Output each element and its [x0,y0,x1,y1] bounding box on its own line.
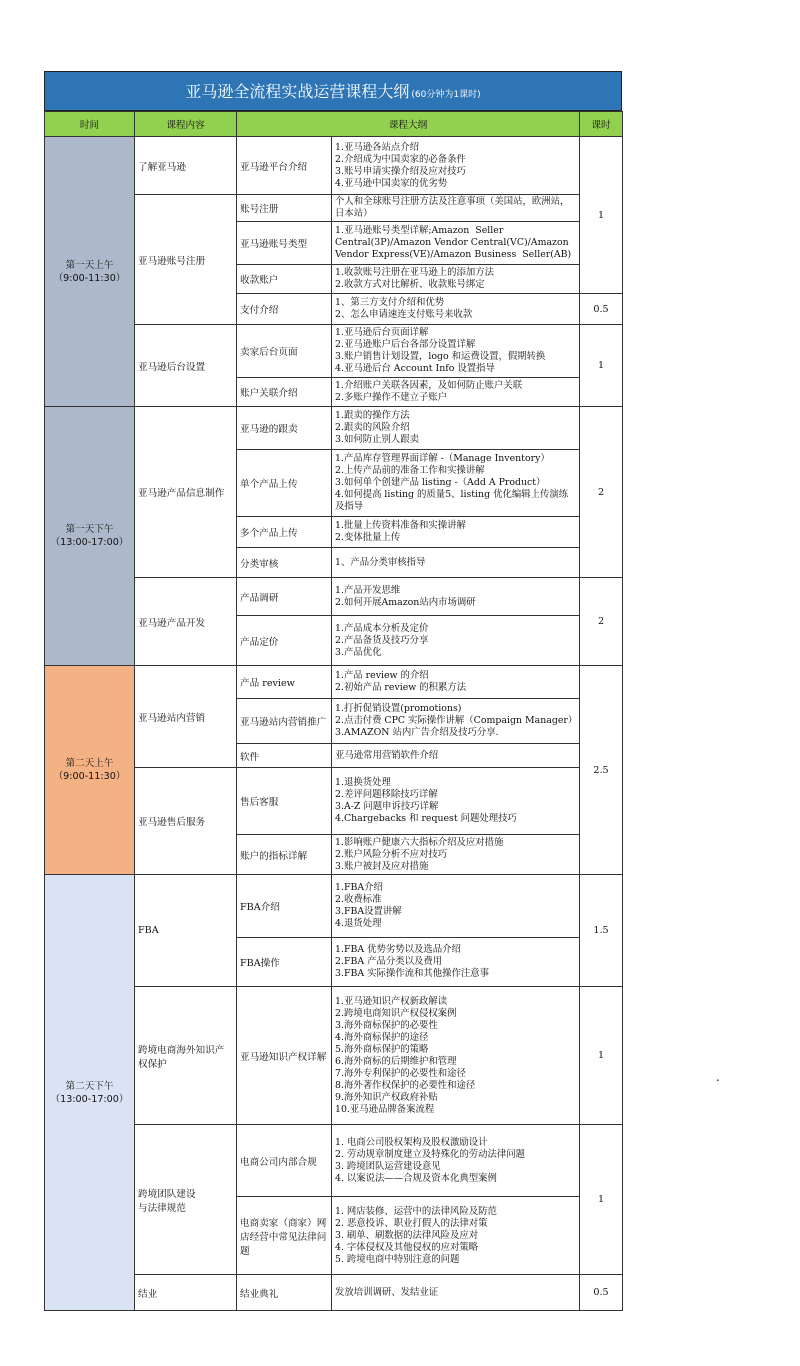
outline-cell [332,265,580,294]
outline-line: 1.产品 review 的介绍 [335,670,429,681]
topic-cell: 账户的指标详解 [237,835,332,875]
topic-cell: 多个产品上传 [237,517,332,548]
outline-line: 1.介绍账户关联各因素，及如何防止账户关联 [335,380,523,391]
outline-line: 2.上传产品前的准备工作和实操讲解 [335,465,485,476]
outline-line: 3.海外商标保护的必要性 [335,1019,438,1031]
outline-line: 2.收费标准 [335,894,382,905]
outline-cell [332,616,580,666]
outline-line: 4.如何提高 listing 的质量5、listing 优化编辑上传演练及指导 [335,489,569,512]
outline-line: 1.产品开发思维 [335,584,401,596]
outline-line: 5.海外商标保护的策略 [335,1043,429,1055]
course-cell: 跨境电商海外知识产权保护 [135,987,237,1125]
outline-line: 1.产品成本分析及定价 [335,622,429,634]
course-cell: FBA [135,875,237,987]
header-time: 时间 [45,112,135,137]
outline-line: 1.产品库存管理界面详解 -（Manage Inventory） [335,453,550,464]
outline-cell [332,450,580,517]
outline-cell [332,987,580,1125]
topic-cell: 卖家后台页面 [237,325,332,378]
outline-line: 10.亚马逊品牌备案流程 [335,1103,435,1115]
outline-line: 3. 刷单、刷数据的法律风险及应对 [335,1229,479,1241]
outline-line: 2.如何开展Amazon站内市场调研 [335,596,476,608]
outline-line: 2.点击付费 CPC 实际操作讲解（Compaign Manager） [335,715,578,726]
outline-line: 1.亚马逊后台页面详解 [335,327,429,338]
outline-line: 4.亚马逊后台 Account Info 设置指导 [335,363,495,374]
outline-line: 2.账户风险分析不应对技巧 [335,848,448,860]
outline-line: 4. 字体侵权及其他侵权的应对策略 [335,1241,479,1253]
outline-line: 4.海外商标保护的途径 [335,1031,429,1043]
course-cell [135,1125,237,1275]
outline-line: 1、第三方支付介绍和优势 [335,297,445,308]
topic-cell: 产品 review [237,666,332,699]
topic-cell: 收款账户 [237,265,332,294]
course-cell: 亚马逊后台设置 [135,325,237,407]
hours-cell: 1 [580,1125,623,1275]
outline-line: 发放培训调研、发结业证 [335,1286,439,1298]
topic-cell: 电商公司内部合规 [237,1125,332,1197]
period-cell [45,875,135,1311]
outline-cell [332,325,580,378]
outline-cell [332,222,580,265]
period-label: 第二天上午 （9:00-11:30） [53,758,126,782]
topic-cell: 亚马逊知识产权详解 [237,987,332,1125]
outline-cell [332,195,580,222]
outline-line: 1.影响账户健康六大指标介绍及应对措施 [335,836,504,848]
outline-cell [332,517,580,548]
outline-line: 2.变体批量上传 [335,532,401,543]
stray-dot: . [716,1070,720,1084]
outline-line: 3.账户被封及应对措施 [335,860,429,872]
topic-cell: 账户关联介绍 [237,378,332,407]
outline-line: 2. 恶意投诉、职业打假人的法律对策 [335,1217,488,1229]
outline-line: 2.介绍成为中国卖家的必备条件 [335,153,466,165]
table-row [45,137,623,195]
header-row [45,112,623,137]
outline-cell [332,407,580,450]
hours-cell: 2 [580,407,623,578]
outline-line: 2.FBA 产品分类以及费用 [335,956,443,967]
outline-line: 1.亚马逊各站点介绍 [335,141,419,153]
outline-cell [332,875,580,938]
outline-line: 2、怎么申请速连支付账号来收款 [335,309,473,320]
outline-line: 3.AMAZON 站内广告介绍及技巧分享. [335,727,499,738]
hours-cell: 2.5 [580,666,623,875]
outline-line: 1.FBA介绍 [335,882,383,893]
outline-line: 2.多账户操作不建立子账户 [335,392,448,403]
topic-cell: 亚马逊的跟卖 [237,407,332,450]
outline-cell [332,578,580,616]
hours-cell: 1 [580,137,623,294]
period-cell [45,137,135,407]
outline-line: 8.海外著作权保护的必要性和途径 [335,1079,476,1091]
outline-line: 1.退换货处理 [335,777,391,788]
outline-line: 2.产品备货及技巧分享 [335,634,429,646]
outline-cell [332,1125,580,1197]
period-label: 第一天上午 （9:00-11:30） [53,259,126,284]
outline-line: 4.Chargebacks 和 request 问题处理技巧 [335,813,517,824]
outline-cell [332,938,580,987]
outline-cell [332,378,580,407]
outline-line: 7.海外专利保护的必要性和途径 [335,1067,466,1079]
outline-line: 2.跨境电商知识产权侵权案例 [335,1007,457,1019]
topic-cell: FBA介绍 [237,875,332,938]
period-label: 第二天下午 （13:00-17:00） [50,1080,129,1105]
course-label: 跨境团队建设 与法律规范 [138,1188,196,1214]
table-row [45,875,623,938]
topic-cell: 亚马逊平台介绍 [237,137,332,195]
outline-line: 1.亚马逊知识产权新政解读 [335,995,448,1007]
course-cell: 亚马逊产品开发 [135,578,237,666]
outline-line: 9.海外知识产权政府补贴 [335,1091,438,1103]
outline-cell [332,768,580,835]
outline-line: 3.A-Z 问题申诉技巧详解 [335,801,439,812]
outline-line: 1.亚马逊账号类型详解;Amazon Seller Central(3P)/Amazon Vendor Central(VC)/Amazon Vendor Express(VE)/Amazon Business Seller(AB) [335,225,572,260]
sheet-title: 亚马逊全流程实战运营课程大纲 [185,82,410,101]
header-hours: 课时 [580,112,623,137]
course-cell: 亚马逊产品信息制作 [135,407,237,578]
course-cell: 亚马逊售后服务 [135,768,237,875]
outline-line: 3.FBA 实际操作流和其他操作注意事 [335,968,489,979]
outline-line: 3. 跨境团队运营建设意见 [335,1160,441,1172]
course-outline-table [44,111,623,1311]
period-cell [45,407,135,666]
table-row [45,407,623,450]
sheet-subtitle: (60分钟为1课时) [411,90,481,100]
outline-cell [332,1197,580,1275]
outline-cell [332,666,580,699]
outline-line: 亚马逊常用营销软件介绍 [335,749,439,761]
outline-line: 1、产品分类审核指导 [335,556,426,568]
table-row [45,666,623,699]
course-cell: 了解亚马逊 [135,137,237,195]
period-cell [45,666,135,875]
topic-cell: 亚马逊账号类型 [237,222,332,265]
sheet-title-bar [44,71,622,111]
outline-line: 3.如何单个创建产品 listing -（Add A Product） [335,477,546,488]
topic-cell: 亚马逊站内营销推广 [237,699,332,744]
outline-line: 1.打折促销设置(promotions) [335,703,462,714]
outline-cell [332,1275,580,1311]
course-cell: 亚马逊账号注册 [135,195,237,325]
header-course: 课程内容 [135,112,237,137]
hours-cell: 0.5 [580,294,623,325]
outline-line: 3.账号申请实操介绍及应对技巧 [335,165,466,177]
outline-cell [332,548,580,578]
outline-line: 1.收款账号注册在亚马逊上的添加方法 [335,267,494,278]
topic-cell: 软件 [237,744,332,768]
outline-line: 3.如何防止别人跟卖 [335,434,419,445]
outline-line: 1. 电商公司股权架构及股权激励设计 [335,1136,488,1148]
outline-line: 4.亚马逊中国卖家的优劣势 [335,177,448,189]
course-cell: 亚马逊站内营销 [135,666,237,768]
outline-cell [332,294,580,325]
outline-line: 6.海外商标的后期维护和管理 [335,1055,457,1067]
outline-cell [332,744,580,768]
outline-cell [332,699,580,744]
period-label: 第一天下午 （13:00-17:00） [50,524,129,548]
outline-line: 2. 劳动规章制度建立及特殊化的劳动法律问题 [335,1148,526,1160]
outline-line: 3.FBA设置讲解 [335,906,402,917]
hours-cell: 2 [580,578,623,666]
hours-cell: 0.5 [580,1275,623,1311]
outline-line: 5. 跨境电商中特别注意的问题 [335,1253,460,1265]
topic-cell: 支付介绍 [237,294,332,325]
outline-line: 4.退货处理 [335,918,382,929]
topic-cell: 单个产品上传 [237,450,332,517]
outline-line: 2.差评问题移除技巧详解 [335,789,438,800]
hours-cell: 1 [580,325,623,407]
hours-cell: 1 [580,987,623,1125]
topic-cell: 结业典礼 [237,1275,332,1311]
outline-cell [332,137,580,195]
topic-cell: 产品定价 [237,616,332,666]
topic-cell: 账号注册 [237,195,332,222]
topic-cell: 电商卖家（商家）网店经营中常见法律问题 [237,1197,332,1275]
outline-line: 1.FBA 优势劣势以及选品介绍 [335,944,461,955]
outline-cell [332,835,580,875]
topic-cell: 售后客服 [237,768,332,835]
outline-line: 2.跟卖的风险介绍 [335,422,410,433]
course-cell: 结业 [135,1275,237,1311]
outline-line: 1.跟卖的操作方法 [335,410,410,421]
outline-line: 4. 以案说法——合规及资本化典型案例 [335,1172,497,1184]
outline-line: 2.亚马逊账户后台各部分设置详解 [335,339,476,350]
topic-cell: 产品调研 [237,578,332,616]
topic-cell: 分类审核 [237,548,332,578]
header-outline: 课程大纲 [237,112,580,137]
outline-line: 3.产品优化 [335,646,382,658]
outline-line: 2.初始产品 review 的积累方法 [335,682,467,693]
outline-line: 3.账户销售计划设置，logo 和运费设置，假期转换 [335,351,546,362]
topic-cell: FBA操作 [237,938,332,987]
outline-line: 1.批量上传资料准备和实操讲解 [335,520,466,531]
outline-line: 1. 网店装修、运营中的法律风险及防范 [335,1205,497,1217]
outline-line: 个人和全球账号注册方法及注意事项（美国站，欧洲站，日本站） [335,196,570,219]
outline-line: 2.收款方式对比解析、收款账号绑定 [335,279,485,290]
hours-cell: 1.5 [580,875,623,987]
